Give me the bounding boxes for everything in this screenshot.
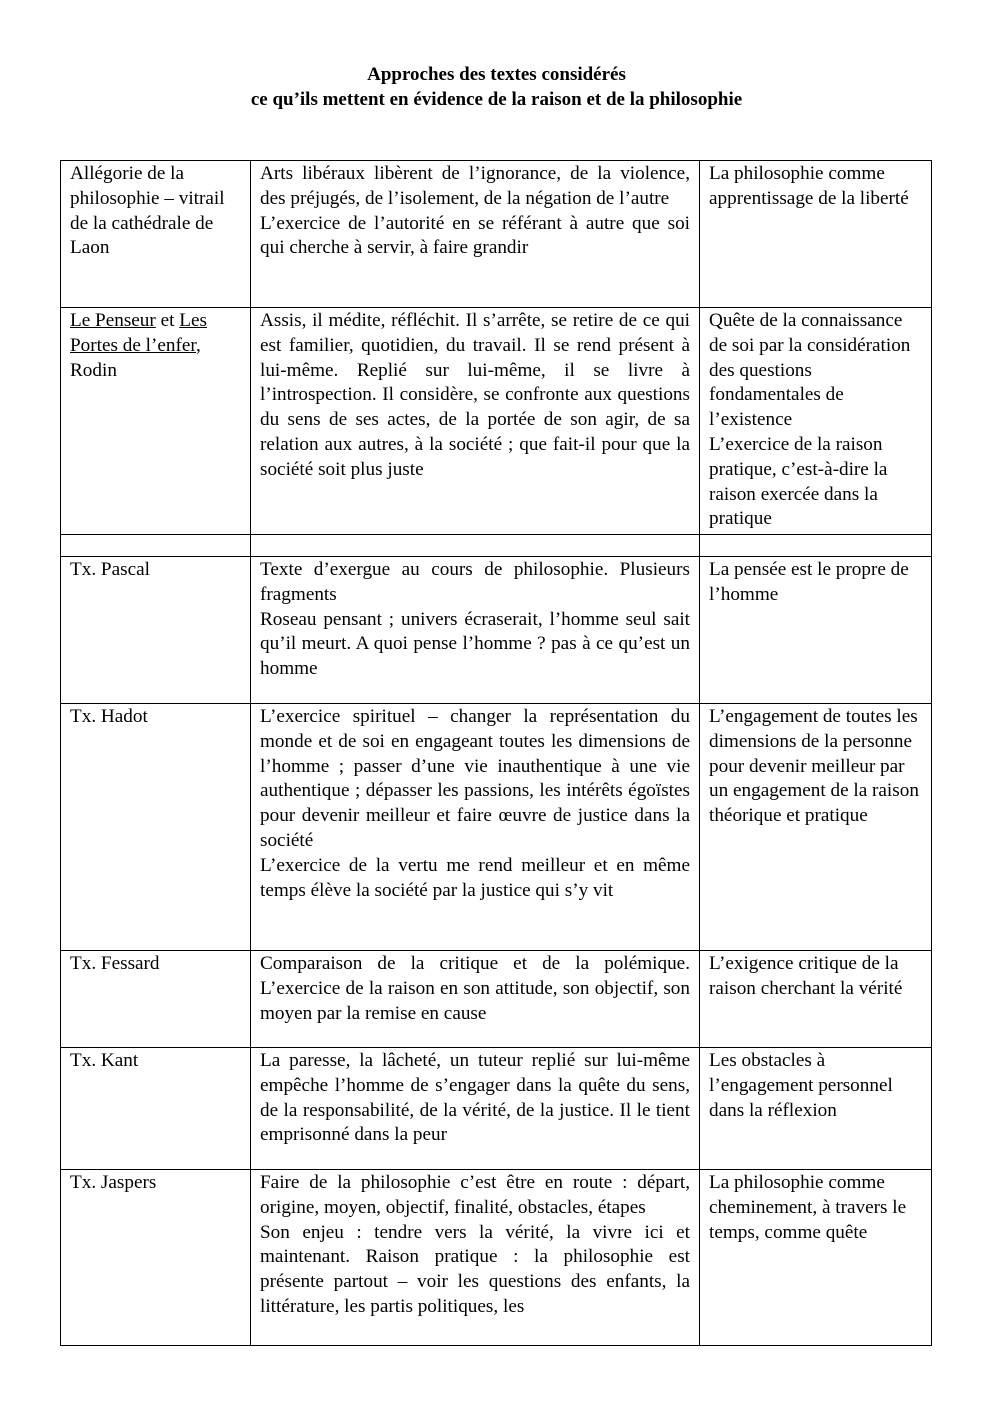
description-paragraph: Faire de la philosophie c’est être en route : départ, origine, moyen, objectif, finalité, obstacles, étapes <box>260 1172 690 1218</box>
description-paragraph: Comparaison de la critique et de la polémique. L’exercice de la raison en son attitude, son objectif, son moyen par la remise en cause <box>260 953 690 1024</box>
source-text: Tx. Kant <box>70 1050 139 1071</box>
source-cell <box>61 161 251 308</box>
description-paragraph: Roseau pensant ; univers écraserait, l’homme seul sait qu’il meurt. A quoi pense l’homme ? pas à ce qu’est un homme <box>260 608 690 680</box>
theme-cell <box>700 1170 932 1346</box>
source-text: Allégorie de la philosophie – vitrail de la cathédrale de Laon <box>70 163 225 259</box>
theme-text: La philosophie comme apprentissage de la liberté <box>709 163 909 209</box>
theme-cell <box>700 161 932 308</box>
title-line-2: ce qu’ils mettent en évidence de la raison et de la philosophie <box>250 89 743 110</box>
source-text: Tx. Fessard <box>70 953 160 974</box>
theme-text: La philosophie comme cheminement, à travers le temps, comme quête <box>709 1172 907 1243</box>
table-row <box>61 557 932 704</box>
description-paragraph: L’exercice de la vertu me rend meilleur et en même temps élève la société par la justice qui s’y vit <box>260 854 690 901</box>
description-paragraph: L’exercice spirituel – changer la représentation du monde et de soi en engageant toutes les dimensions de l’homme ; passer d’une vie inauthentique à une vie authentique ; dépasser les passions, les intérêts égoïstes pour devenir meilleur et faire œuvre de justice dans la société <box>260 706 690 851</box>
description-paragraph: Arts libéraux libèrent de l’ignorance, de la violence, des préjugés, de l’isolement, de la négation de l’autre <box>260 163 690 209</box>
description-cell <box>251 308 700 535</box>
theme-cell <box>700 951 932 1048</box>
table-row <box>61 1170 932 1346</box>
source-cell <box>61 308 251 535</box>
approaches-table <box>60 160 932 1346</box>
source-cell <box>61 951 251 1048</box>
table-row <box>61 308 932 535</box>
source-text: Tx. Jaspers <box>70 1172 157 1193</box>
page-title <box>0 62 993 112</box>
source-cell <box>61 557 251 704</box>
title-line-1: Approches des textes considérés <box>367 64 626 85</box>
work-title: Le Penseur <box>70 310 156 331</box>
source-cell <box>61 535 251 557</box>
table-row <box>61 1048 932 1170</box>
source-cell <box>61 704 251 951</box>
theme-cell <box>700 308 932 535</box>
description-cell <box>251 1170 700 1346</box>
theme-cell <box>700 1048 932 1170</box>
description-cell <box>251 557 700 704</box>
theme-paragraph: L’exercice de la raison pratique, c’est-à-dire la raison exercée dans la pratique <box>709 433 888 530</box>
theme-cell <box>700 535 932 557</box>
description-cell <box>251 704 700 951</box>
table-row <box>61 704 932 951</box>
description-paragraph: L’exercice de l’autorité en se référant à autre que soi qui cherche à servir, à faire grandir <box>260 212 690 259</box>
theme-text: L’engagement de toutes les dimensions de la personne pour devenir meilleur par un engagement de la raison théorique et pratique <box>709 706 919 827</box>
theme-cell <box>700 557 932 704</box>
table-row-empty <box>61 535 932 557</box>
source-suffix: , Rodin <box>70 334 201 381</box>
source-text: Tx. Hadot <box>70 706 148 727</box>
source-text: Tx. Pascal <box>70 559 150 580</box>
theme-text: La pensée est le propre de l’homme <box>709 559 909 605</box>
theme-text: Les obstacles à l’engagement personnel dans la réflexion <box>709 1050 893 1121</box>
theme-text: L’exigence critique de la raison cherchant la vérité <box>709 953 903 999</box>
description-paragraph: Texte d’exergue au cours de philosophie. Plusieurs fragments <box>260 559 690 605</box>
work-title: Les Portes de l’enfer <box>70 310 207 356</box>
source-cell <box>61 1170 251 1346</box>
theme-paragraph: Quête de la connaissance de soi par la considération des questions fondamentales de l’existence <box>709 310 911 431</box>
table-row <box>61 951 932 1048</box>
theme-cell <box>700 704 932 951</box>
description-paragraph: Assis, il médite, réfléchit. Il s’arrête, se retire de ce qui est familier, quotidien, du travail. Il se rend présent à lui-même. Replié sur lui-même, il se livre à l’introspection. Il considère, se confronte aux questions du sens de ses actes, de la portée de son agir, de sa relation aux autres, à la société ; que fait-il pour que la société soit plus juste <box>260 310 690 480</box>
description-cell <box>251 161 700 308</box>
description-cell <box>251 951 700 1048</box>
description-cell <box>251 1048 700 1170</box>
table-row <box>61 161 932 308</box>
source-cell <box>61 1048 251 1170</box>
description-paragraph: La paresse, la lâcheté, un tuteur replié sur lui-même empêche l’homme de s’engager dans la quête du sens, de la responsabilité, de la vérité, de la justice. Il le tient emprisonné dans la peur <box>260 1050 690 1146</box>
source-connector: et <box>155 310 180 331</box>
description-cell <box>251 535 700 557</box>
description-paragraph: Son enjeu : tendre vers la vérité, la vivre ici et maintenant. Raison pratique : la philosophie est présente partout – voir les questions des enfants, la littérature, les partis politiques, les <box>260 1221 690 1317</box>
